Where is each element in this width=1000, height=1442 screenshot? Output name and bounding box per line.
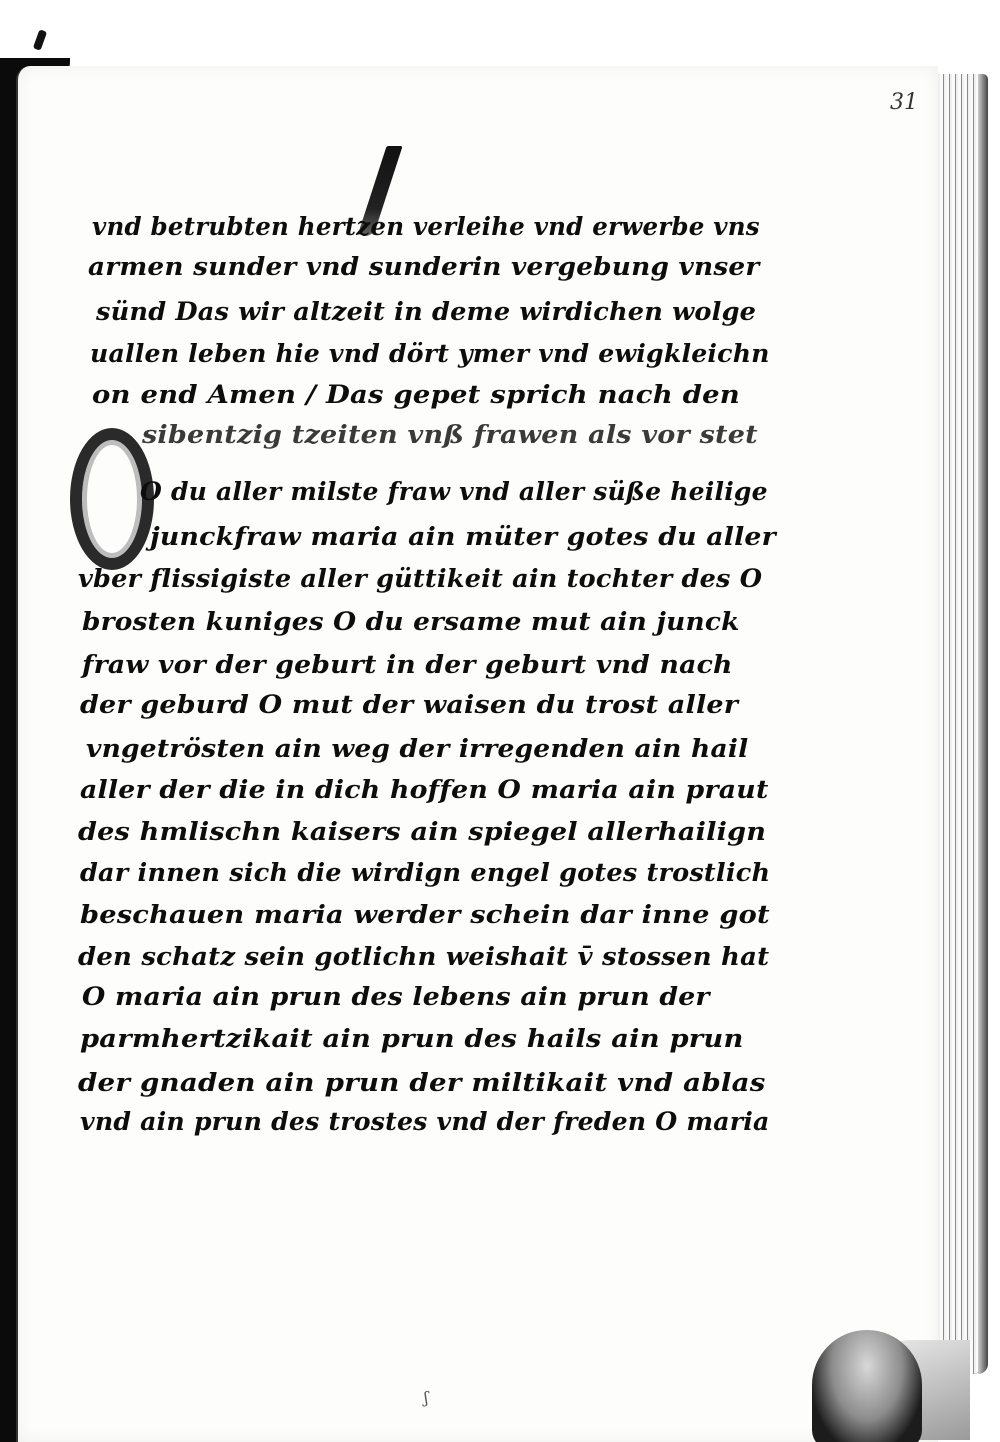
folio-number: 31: [890, 90, 918, 115]
bottom-ink-mark: ʃ: [424, 1388, 429, 1407]
text-line-11: fraw vor der geburt in der geburt vnd nach: [82, 650, 733, 679]
text-line-20: parmhertzikait ain prun des hails ain prun: [80, 1024, 744, 1053]
text-line-22: vnd ain prun des trostes vnd der freden O maria: [80, 1107, 770, 1136]
text-line-12: der geburd O mut der waisen du trost aller: [80, 690, 739, 719]
text-line-10: brosten kuniges O du ersame mut ain junck: [82, 607, 740, 636]
text-line-14: aller der die in dich hoffen O maria ain praut: [80, 775, 769, 804]
text-line-15: des hmlischn kaisers ain spiegel allerhailign: [78, 817, 767, 846]
text-line-9: vber flissigiste aller güttikeit ain tochter des O: [78, 564, 763, 593]
text-line-2: armen sunder vnd sunderin vergebung vnser: [88, 252, 760, 281]
text-line-6: sibentzig tzeiten vnß frawen als vor stet: [142, 420, 758, 449]
text-line-19: O maria ain prun des lebens ain prun der: [82, 982, 710, 1011]
text-line-5: on end Amen / Das gepet sprich nach den: [92, 380, 740, 409]
holding-thumb: [812, 1330, 922, 1442]
text-line-8: junckfraw maria ain müter gotes du aller: [150, 522, 776, 551]
text-line-18: den schatz sein gotlichn weishait v̄ stossen hat: [78, 942, 770, 971]
text-line-7: O du aller milste fraw vnd aller süße heilige: [140, 477, 768, 506]
ink-mark: [33, 29, 47, 51]
text-line-1: vnd betrubten hertzen verleihe vnd erwerbe vns: [92, 212, 760, 241]
text-line-13: vngetrösten ain weg der irregenden ain hail: [86, 734, 749, 763]
text-line-21: der gnaden ain prun der miltikait vnd ablas: [78, 1068, 766, 1097]
text-line-16: dar innen sich die wirdign engel gotes trostlich: [80, 858, 771, 887]
text-line-4: uallen leben hie vnd dört ymer vnd ewigkleichn: [90, 339, 770, 368]
page-edges: [934, 74, 988, 1374]
text-line-17: beschauen maria werder schein dar inne got: [80, 900, 770, 929]
text-line-3: sünd Das wir altzeit in deme wirdichen wolge: [96, 297, 757, 326]
